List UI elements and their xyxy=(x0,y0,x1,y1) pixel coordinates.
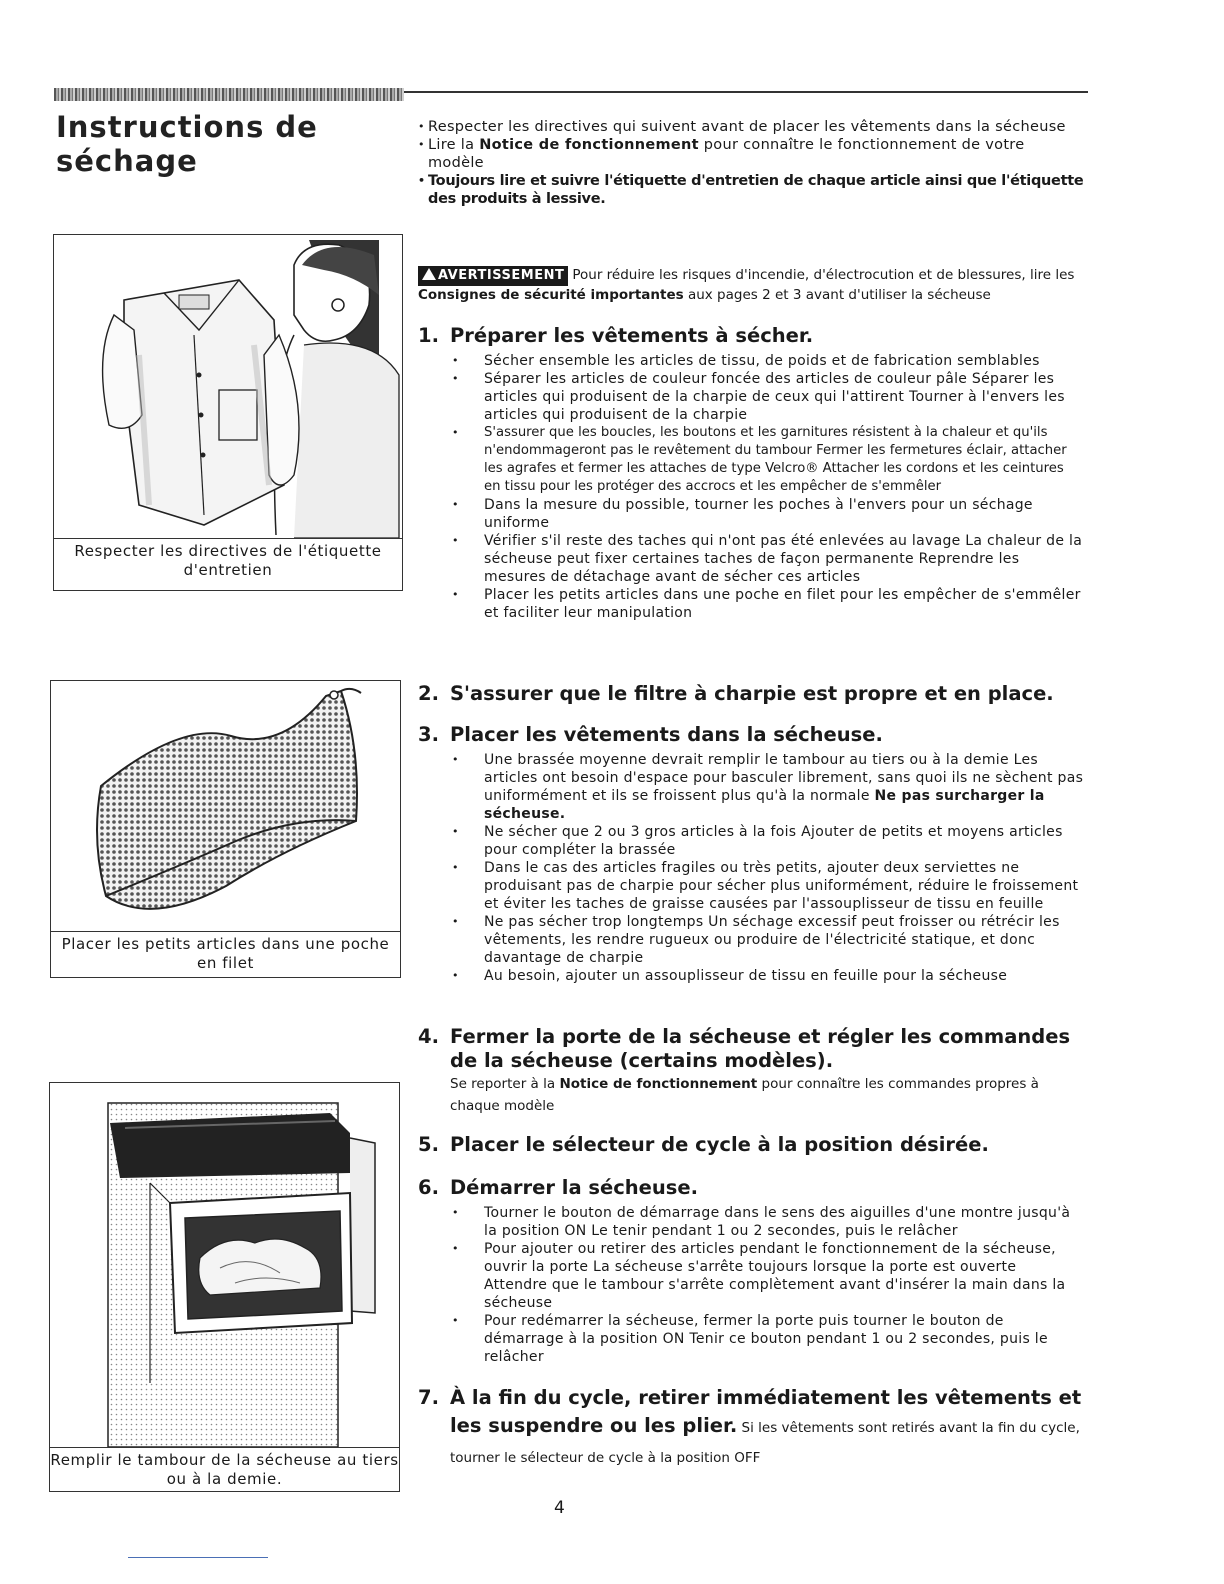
page-number: 4 xyxy=(554,1498,565,1518)
list-item: • Pour redémarrer la sécheuse, fermer la porte puis tourner le bouton de démarrage à la position ON Tenir ce bouton pendant 1 ou 2 secondes, puis le relâcher xyxy=(452,1313,1048,1365)
list-item: • S'assurer que les boucles, les boutons et les garnitures résistent à la chaleur et qu'ils n'endommageront pas le revêtement du tambour Fermer les fermetures éclair, attacher les agrafes et fermer les attaches de type Velcro® Attacher les cordons et les ceintures en tissu pour les protéger des accrocs et les empêcher de s'emmêler xyxy=(452,425,1067,494)
mesh-bag-illustration xyxy=(51,681,400,931)
warning-triangle-icon xyxy=(422,268,436,280)
figure-care-label xyxy=(53,234,403,591)
section-title: Instructions de séchage xyxy=(56,110,318,178)
warning-notice: AVERTISSEMENT Pour réduire les risques d'incendie, d'électrocution et de blessures, lire les Consignes de sécurité importantes aux pages 2 et 3 avant d'utiliser la sécheuse xyxy=(418,267,1075,303)
step-1 xyxy=(418,324,1084,622)
step-list xyxy=(418,352,1084,622)
warning-badge: AVERTISSEMENT xyxy=(418,266,568,286)
footer-line xyxy=(128,1557,268,1558)
list-item: • Placer les petits articles dans une poche en filet pour les empêcher de s'emmêler et faciliter leur manipulation xyxy=(452,587,1081,621)
list-item: • Dans le cas des articles fragiles ou très petits, ajouter deux serviettes ne produisant pas de charpie pour sécher plus uniformément, réduire le froissement et éviter les taches de graisse causées par l'assouplisseur de tissu en feuille xyxy=(452,860,1079,912)
list-item: • Une brassée moyenne devrait remplir le tambour au tiers ou à la demie Les articles ont besoin d'espace pour basculer librement, sans quoi ils ne sèchent pas uniformément et ils se froissent plus qu'à la normale Ne pas surcharger la sécheuse. xyxy=(452,752,1084,822)
step-heading: 6. Démarrer la sécheuse. xyxy=(418,1176,699,1199)
list-item: • Séparer les articles de couleur foncée des articles de couleur pâle Séparer les articles qui produisent de la charpie de ceux qui l'attirent Tourner à l'envers les articles qui produisent de la charpie xyxy=(452,371,1065,423)
figure-caption: Remplir le tambour de la sécheuse au tiers ou à la demie. xyxy=(50,1447,399,1491)
figure-mesh-bag xyxy=(50,680,401,978)
list-item: • Dans la mesure du possible, tourner les poches à l'envers pour un séchage uniforme xyxy=(452,497,1033,531)
list-item: • Sécher ensemble les articles de tissu, de poids et de fabrication semblables xyxy=(452,353,1040,369)
step-heading: À la fin du cycle, retirer immédiatement les vêtements et les suspendre ou les plier. xyxy=(450,1386,1082,1437)
step-2 xyxy=(418,682,1084,706)
step-heading: 1. Préparer les vêtements à sécher. xyxy=(418,324,814,347)
step-heading: 5. Placer le sélecteur de cycle à la position désirée. xyxy=(418,1133,989,1156)
list-item: • Au besoin, ajouter un assouplisseur de tissu en feuille pour la sécheuse xyxy=(452,968,1008,984)
intro-item: • Lire la Notice de fonctionnement pour connaître le fonctionnement de votre modèle xyxy=(418,137,1025,171)
step-3 xyxy=(418,723,1084,985)
list-item: • Pour ajouter ou retirer des articles pendant le fonctionnement de la sécheuse, ouvrir la porte La sécheuse s'arrête toujours lorsque la porte est ouverte Attendre que le tambour s'arrête complètement avant d'insérer la main dans la sécheuse xyxy=(452,1241,1066,1311)
intro-list xyxy=(418,118,1084,208)
step-heading: 2. S'assurer que le filtre à charpie est propre et en place. xyxy=(418,682,1054,705)
intro-item: • Toujours lire et suivre l'étiquette d'entretien de chaque article ainsi que l'étiquette des produits à lessive. xyxy=(418,173,1084,207)
step-list xyxy=(418,751,1084,985)
step-list xyxy=(418,1204,1084,1366)
step-heading: 3. Placer les vêtements dans la sécheuse. xyxy=(418,723,883,746)
step-4 xyxy=(418,1025,1084,1117)
dryer-illustration xyxy=(50,1083,399,1447)
list-item: • Tourner le bouton de démarrage dans le sens des aiguilles d'une montre jusqu'à la position ON Le tenir pendant 1 ou 2 secondes, puis le relâcher xyxy=(452,1205,1071,1239)
header-rule xyxy=(54,88,1088,101)
step-note: Se reporter à la Notice de fonctionnement pour connaître les commandes propres à chaque modèle xyxy=(450,1076,1039,1114)
list-item: • Vérifier s'il reste des taches qui n'ont pas été enlevées au lavage La chaleur de la sécheuse peut fixer certaines taches de façon permanente Reprendre les mesures de détachage avant de sécher ces articles xyxy=(452,533,1083,585)
step-5 xyxy=(418,1133,1084,1157)
step-7: 7. À la fin du cycle, retirer immédiatement les vêtements et les suspendre ou les plier. Si les vêtements sont retirés avant la fin du cycle, tourner le sélecteur de cycle à la position OFF xyxy=(418,1386,1082,1466)
person-shirt-illustration xyxy=(54,235,402,538)
header-line xyxy=(404,91,1088,93)
list-item: • Ne sécher que 2 ou 3 gros articles à la fois Ajouter de petits et moyens articles pour compléter la brassée xyxy=(452,824,1063,858)
header-hatch-bar xyxy=(54,88,404,101)
step-6 xyxy=(418,1176,1084,1366)
figure-dryer-drum xyxy=(49,1082,400,1492)
figure-caption: Respecter les directives de l'étiquette d'entretien xyxy=(54,538,402,590)
list-item: • Ne pas sécher trop longtemps Un séchage excessif peut froisser ou rétrécir les vêtements, les rendre rugueux ou produire de l'électricité statique, et donc davantage de charpie xyxy=(452,914,1060,966)
intro-item: • Respecter les directives qui suivent avant de placer les vêtements dans la sécheuse xyxy=(418,119,1066,135)
figure-caption: Placer les petits articles dans une poche en filet xyxy=(51,931,400,977)
step-heading: 4. Fermer la porte de la sécheuse et régler les commandes de la sécheuse (certains modèles). xyxy=(418,1025,1071,1072)
